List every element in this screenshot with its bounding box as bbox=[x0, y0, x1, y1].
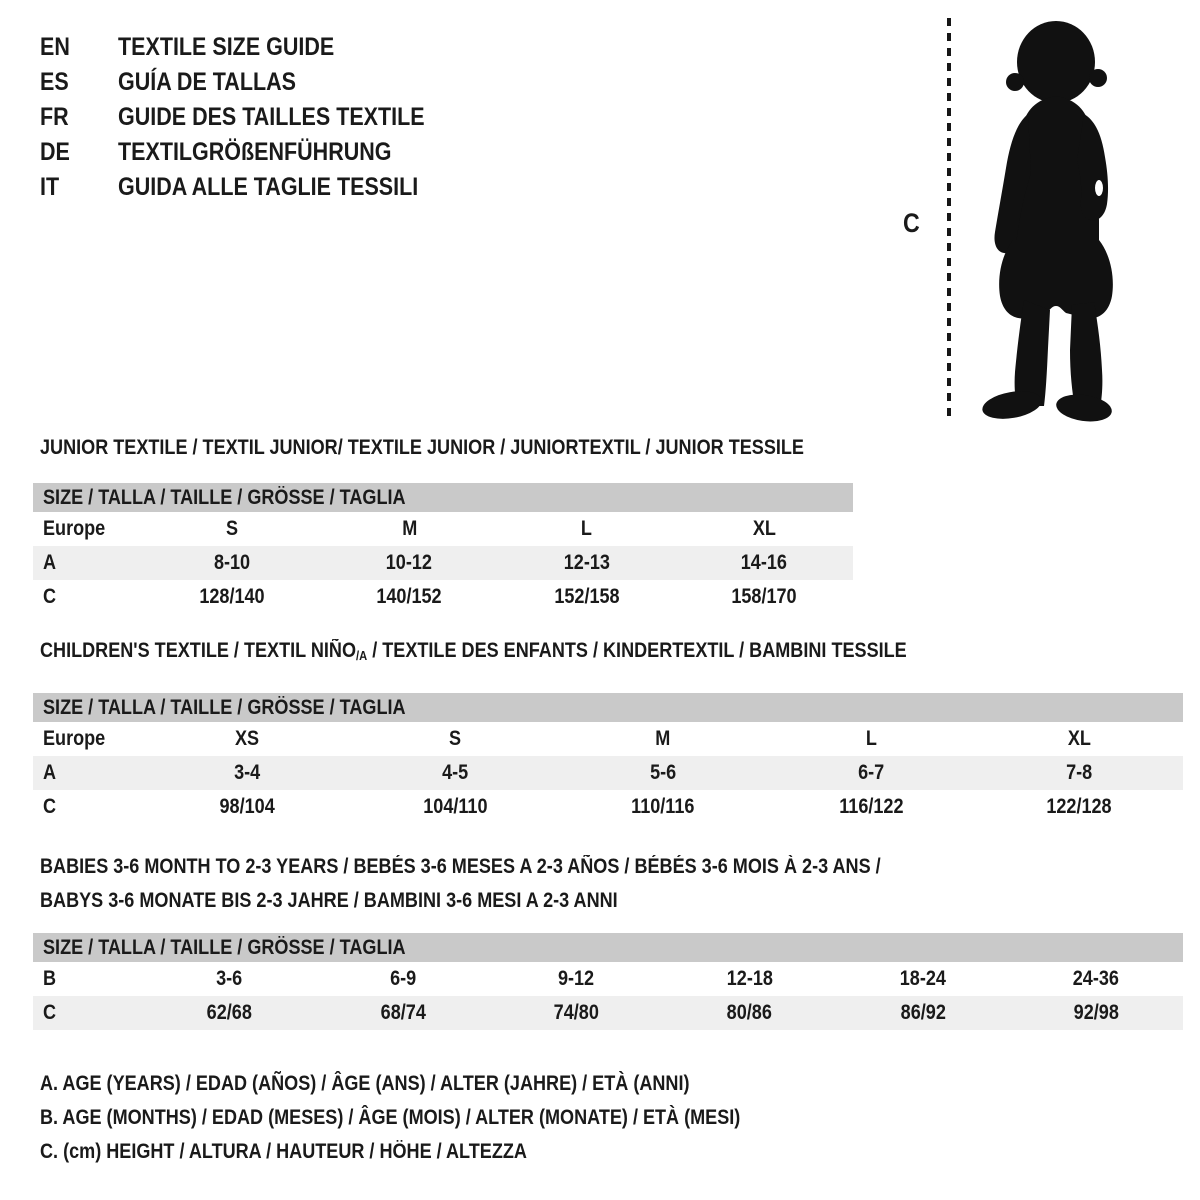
title-subscript: /A bbox=[356, 648, 368, 663]
size-cell: 74/80 bbox=[553, 1001, 599, 1024]
table-row bbox=[33, 580, 853, 614]
legend-line-c: C. (cm) HEIGHT / ALTURA / HAUTEUR / HÖHE / ALTEZZA bbox=[40, 1140, 527, 1163]
language-title: TEXTILE SIZE GUIDE bbox=[118, 33, 335, 61]
size-cell: 110/116 bbox=[631, 795, 695, 818]
size-cell: 12-13 bbox=[563, 551, 610, 574]
size-cell: 98/104 bbox=[219, 795, 275, 818]
title-text: CHILDREN'S TEXTILE / TEXTIL NIÑO bbox=[40, 639, 357, 662]
row-label: Europe bbox=[43, 517, 106, 540]
size-cell: XL bbox=[752, 517, 776, 540]
table-header: SIZE / TALLA / TAILLE / GRÖSSE / TAGLIA bbox=[33, 933, 1183, 962]
language-row-fr bbox=[40, 100, 475, 135]
size-cell: 9-12 bbox=[558, 967, 595, 990]
row-label: C bbox=[43, 585, 57, 608]
toddler-silhouette-icon bbox=[968, 12, 1140, 424]
size-cell: 14-16 bbox=[741, 551, 788, 574]
language-row-en bbox=[40, 30, 475, 65]
size-cell: 86/92 bbox=[900, 1001, 946, 1024]
language-code: FR bbox=[40, 103, 69, 131]
title-text: / TEXTILE DES ENFANTS / KINDERTEXTIL / BAMBINI TESSILE bbox=[367, 639, 907, 662]
size-cell: 6-9 bbox=[389, 967, 417, 990]
size-cell: L bbox=[865, 727, 877, 750]
language-row-it bbox=[40, 170, 475, 205]
language-code: IT bbox=[40, 173, 60, 201]
size-cell: XS bbox=[234, 727, 260, 750]
section-title-junior: JUNIOR TEXTILE / TEXTIL JUNIOR/ TEXTILE JUNIOR / JUNIORTEXTIL / JUNIOR TESSILE bbox=[40, 436, 804, 459]
language-title: GUIDE DES TAILLES TEXTILE bbox=[118, 103, 425, 131]
size-cell: 80/86 bbox=[727, 1001, 773, 1024]
size-cell: 8-10 bbox=[213, 551, 250, 574]
table-row bbox=[33, 962, 1183, 996]
size-cell: M bbox=[655, 727, 671, 750]
table-row bbox=[33, 722, 1183, 756]
language-row-es bbox=[40, 65, 475, 100]
size-cell: L bbox=[581, 517, 593, 540]
size-cell: 68/74 bbox=[380, 1001, 426, 1024]
size-cell: XL bbox=[1067, 727, 1091, 750]
table-row bbox=[33, 512, 853, 546]
size-cell: M bbox=[401, 517, 417, 540]
size-cell: 4-5 bbox=[441, 761, 469, 784]
table-header: SIZE / TALLA / TAILLE / GRÖSSE / TAGLIA bbox=[33, 483, 853, 512]
size-cell: 116/122 bbox=[838, 795, 904, 818]
size-cell: 5-6 bbox=[649, 761, 677, 784]
junior-size-table bbox=[33, 483, 853, 614]
row-label: A bbox=[43, 551, 57, 574]
size-cell: 3-4 bbox=[233, 761, 261, 784]
language-code: DE bbox=[40, 138, 70, 166]
size-cell: 122/128 bbox=[1046, 795, 1112, 818]
height-measure-label: C bbox=[903, 208, 920, 238]
section-title-babies bbox=[40, 850, 1018, 918]
language-title: GUÍA DE TALLAS bbox=[118, 68, 296, 96]
language-title: TEXTILGRÖßENFÜHRUNG bbox=[118, 138, 392, 166]
size-cell: 140/152 bbox=[376, 585, 442, 608]
language-title: GUIDA ALLE TAGLIE TESSILI bbox=[118, 173, 419, 201]
row-label: C bbox=[43, 1001, 57, 1024]
title-line: BABIES 3-6 MONTH TO 2-3 YEARS / BEBÉS 3-6 MESES A 2-3 AÑOS / BÉBÉS 3-6 MOIS À 2-3 ANS / bbox=[40, 855, 881, 878]
legend-line-b: B. AGE (MONTHS) / EDAD (MESES) / ÂGE (MOIS) / ALTER (MONATE) / ETÀ (MESI) bbox=[40, 1106, 741, 1129]
size-cell: 104/110 bbox=[422, 795, 488, 818]
size-cell: 7-8 bbox=[1065, 761, 1093, 784]
table-row bbox=[33, 790, 1183, 824]
size-cell: 128/140 bbox=[199, 585, 265, 608]
row-label: A bbox=[43, 761, 57, 784]
table-header: SIZE / TALLA / TAILLE / GRÖSSE / TAGLIA bbox=[33, 693, 1183, 722]
size-cell: S bbox=[448, 727, 462, 750]
table-row bbox=[33, 996, 1183, 1030]
size-cell: 92/98 bbox=[1073, 1001, 1119, 1024]
legend bbox=[40, 1067, 854, 1169]
size-cell: 10-12 bbox=[386, 551, 433, 574]
row-label: C bbox=[43, 795, 57, 818]
row-label: B bbox=[43, 967, 57, 990]
size-cell: 12-18 bbox=[726, 967, 773, 990]
table-row bbox=[33, 546, 853, 580]
size-cell: 62/68 bbox=[207, 1001, 253, 1024]
row-label: Europe bbox=[43, 727, 106, 750]
title-line: BABYS 3-6 MONATE BIS 2-3 JAHRE / BAMBINI 3-6 MESI A 2-3 ANNI bbox=[40, 889, 618, 912]
babies-size-table bbox=[33, 933, 1183, 1030]
size-cell: 18-24 bbox=[899, 967, 947, 990]
legend-line-a: A. AGE (YEARS) / EDAD (AÑOS) / ÂGE (ANS) / ALTER (JAHRE) / ETÀ (ANNI) bbox=[40, 1072, 690, 1095]
height-dashed-line bbox=[947, 18, 951, 418]
table-row bbox=[33, 756, 1183, 790]
section-title-children bbox=[40, 639, 1048, 663]
children-size-table bbox=[33, 693, 1183, 824]
size-cell: S bbox=[225, 517, 238, 540]
size-cell: 6-7 bbox=[857, 761, 885, 784]
size-cell: 3-6 bbox=[216, 967, 243, 990]
language-list bbox=[40, 30, 475, 205]
language-code: EN bbox=[40, 33, 70, 61]
size-cell: 158/170 bbox=[731, 585, 797, 608]
language-code: ES bbox=[40, 68, 69, 96]
language-row-de bbox=[40, 135, 475, 170]
size-cell: 152/158 bbox=[554, 585, 620, 608]
size-cell: 24-36 bbox=[1073, 967, 1120, 990]
